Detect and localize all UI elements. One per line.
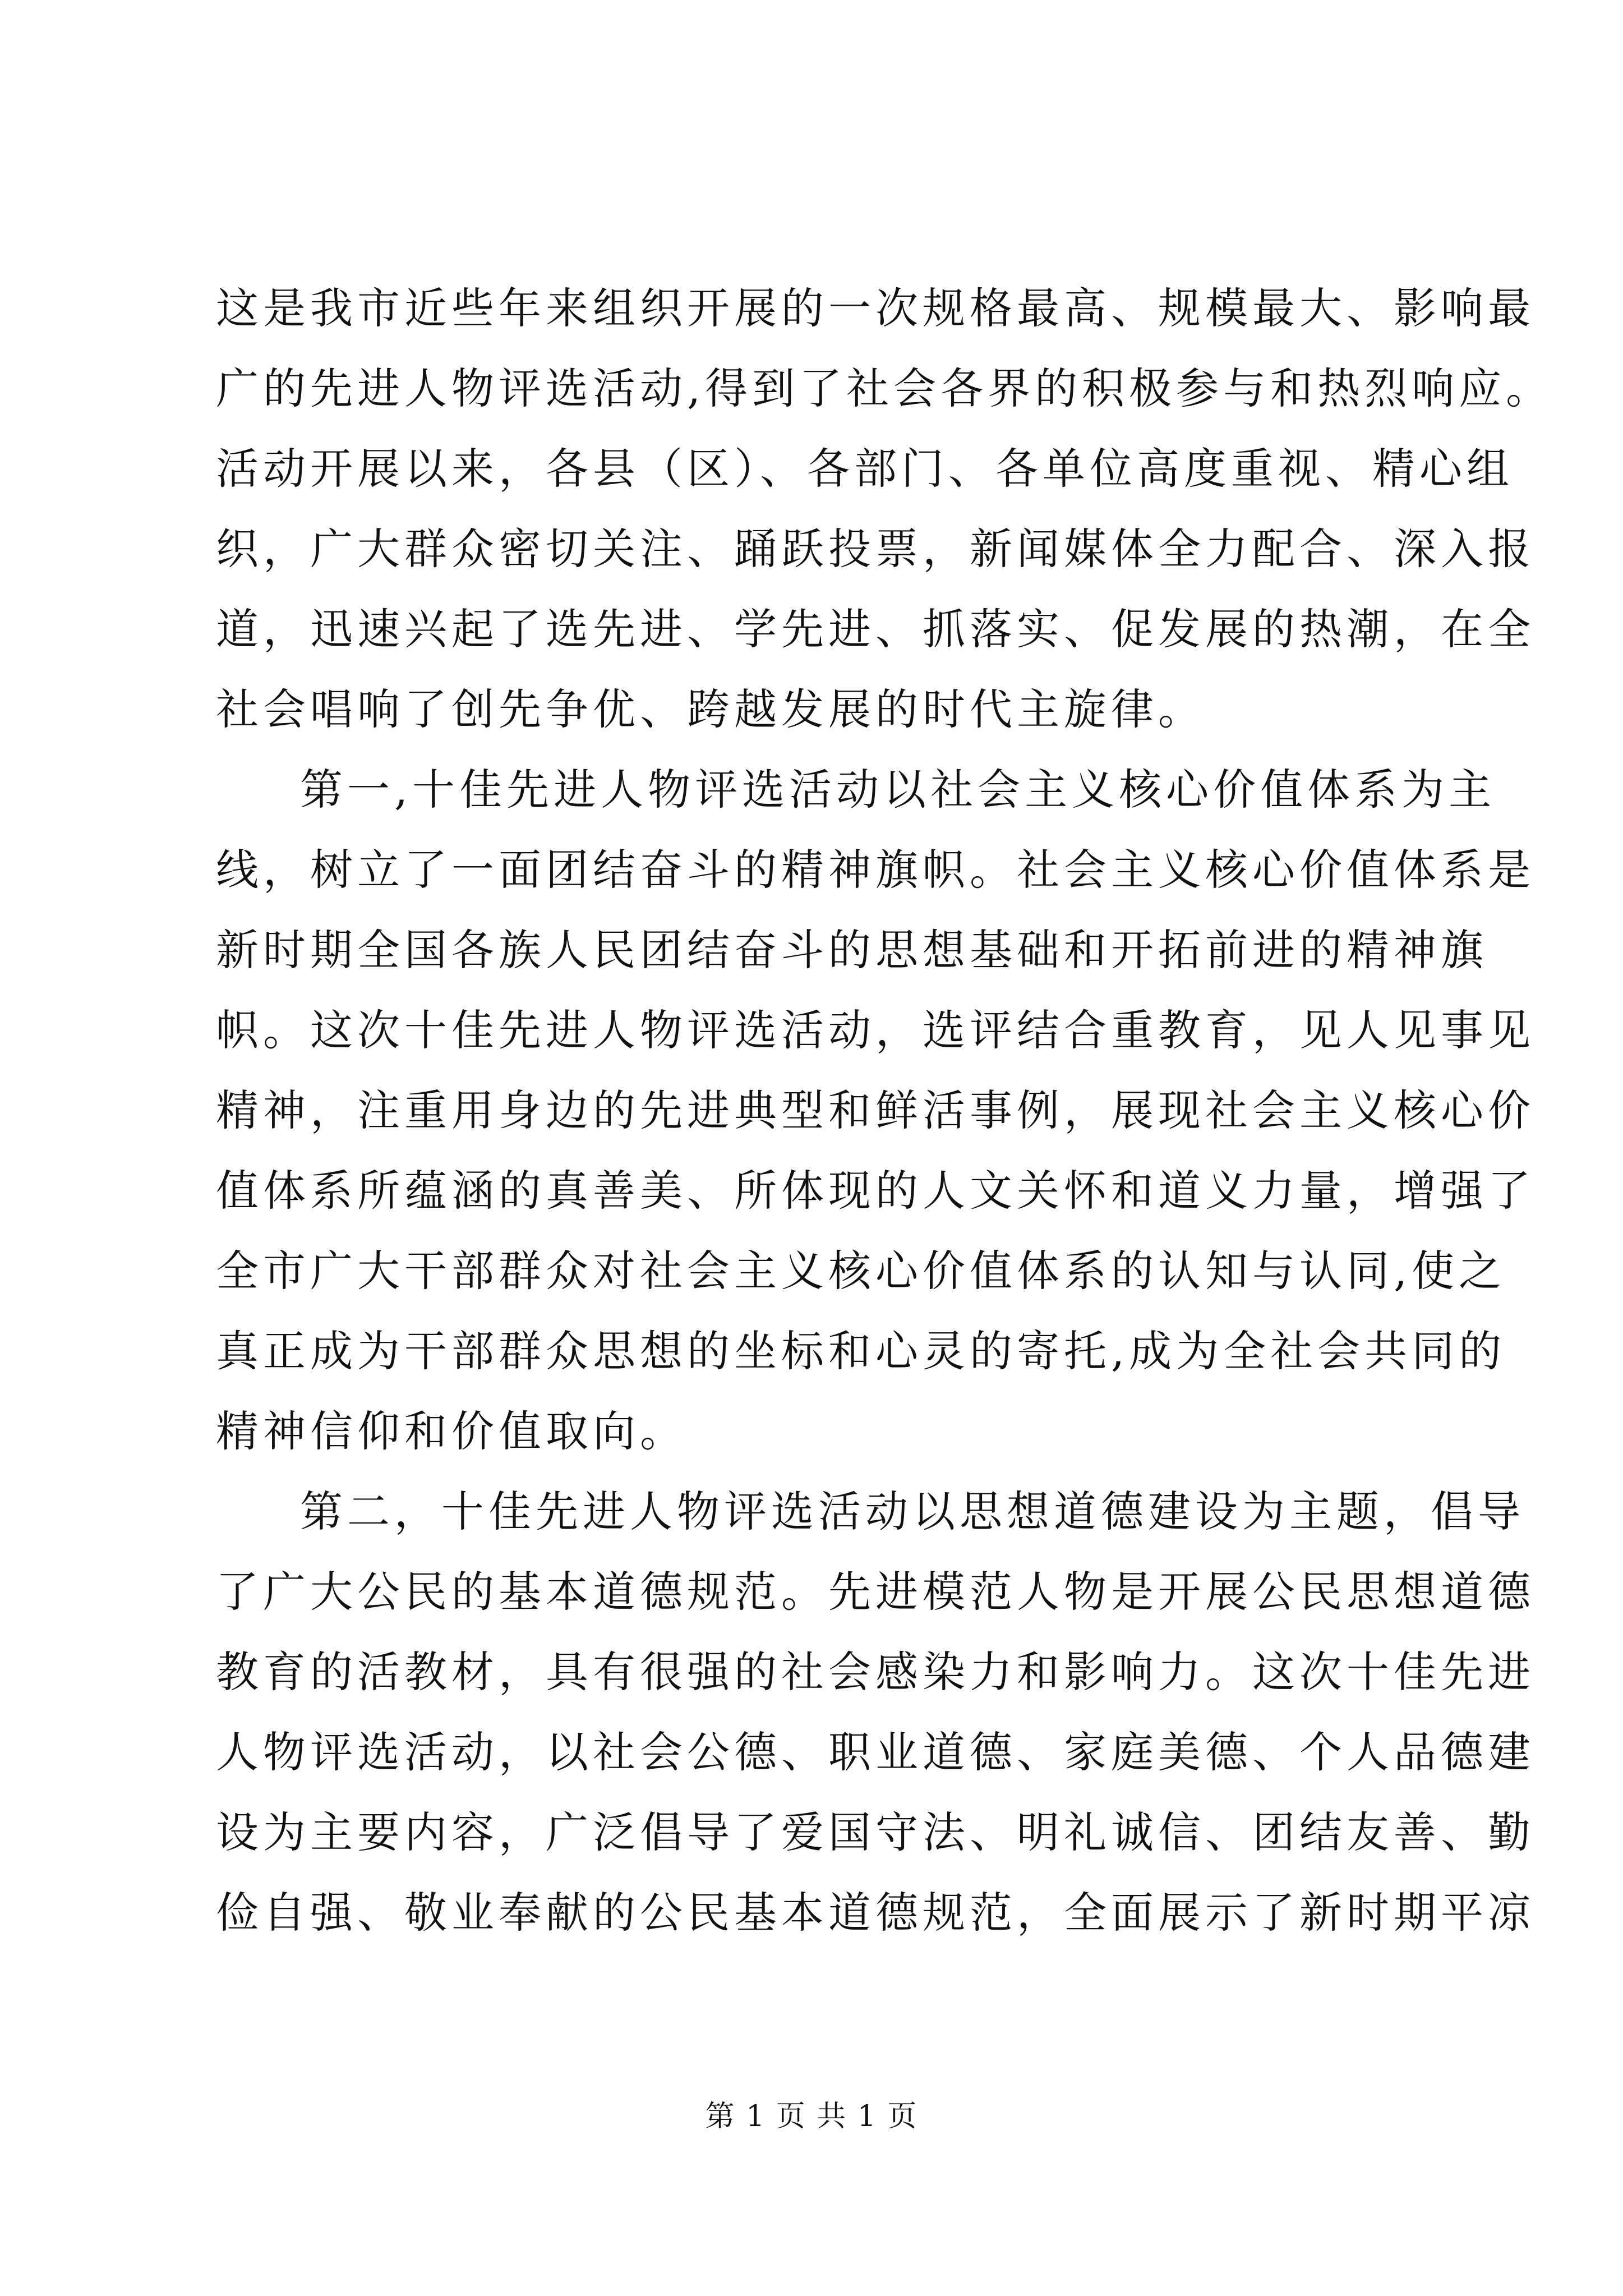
text-line: 值体系所蕴涵的真善美、所体现的人文关怀和道义力量，增强了 [216,1166,1535,1216]
text-line: 这是我市近些年来组织开展的一次规格最高、规模最大、影响最 [216,283,1535,333]
text-line: 新时期全国各族人民团结奋斗的思想基础和开拓前进的精神旗 [216,925,1488,975]
text-line: 全市广大干部群众对社会主义核心价值体系的认知与认同,使之 [216,1246,1506,1296]
text-line: 设为主要内容，广泛倡导了爱国守法、明礼诚信、团结友善、勤 [216,1807,1535,1857]
text-line: 活动开展以来，各县（区）、各部门、各单位高度重视、精心组 [216,444,1514,494]
text-line: 第一,十佳先进人物评选活动以社会主义核心价值体系为主 [300,765,1496,815]
document-body [216,268,1553,1953]
text-line: 教育的活教材，具有很强的社会感染力和影响力。这次十佳先进 [216,1647,1535,1697]
text-line: 精神，注重用身边的先进典型和鲜活事例，展现社会主义核心价 [216,1085,1535,1135]
text-line: 了广大公民的基本道德规范。先进模范人物是开展公民思想道德 [216,1567,1535,1617]
text-line: 线，树立了一面团结奋斗的精神旗帜。社会主义核心价值体系是 [216,845,1535,895]
text-line: 人物评选活动，以社会公德、职业道德、家庭美德、个人品德建 [216,1727,1535,1777]
text-line: 社会唱响了创先争优、跨越发展的时代主旋律。 [216,684,1205,734]
text-line: 织，广大群众密切关注、踊跃投票，新闻媒体全力配合、深入报 [216,524,1535,574]
text-line: 道，迅速兴起了选先进、学先进、抓落实、促发展的热潮，在全 [216,604,1535,654]
text-line: 广的先进人物评选活动,得到了社会各界的积极参与和热烈响应。 [216,364,1553,413]
text-line: 精神信仰和价值取向。 [216,1406,687,1456]
text-line: 真正成为干部群众思想的坐标和心灵的寄托,成为全社会共同的 [216,1326,1506,1376]
page-footer: 第 1 页 共 1 页 [705,2100,918,2133]
text-line: 俭自强、敬业奉献的公民基本道德规范，全面展示了新时期平凉 [216,1888,1535,1938]
text-line: 第二，十佳先进人物评选活动以思想道德建设为主题，倡导 [300,1487,1525,1536]
text-line: 帜。这次十佳先进人物评选活动，选评结合重教育，见人见事见 [216,1005,1535,1055]
